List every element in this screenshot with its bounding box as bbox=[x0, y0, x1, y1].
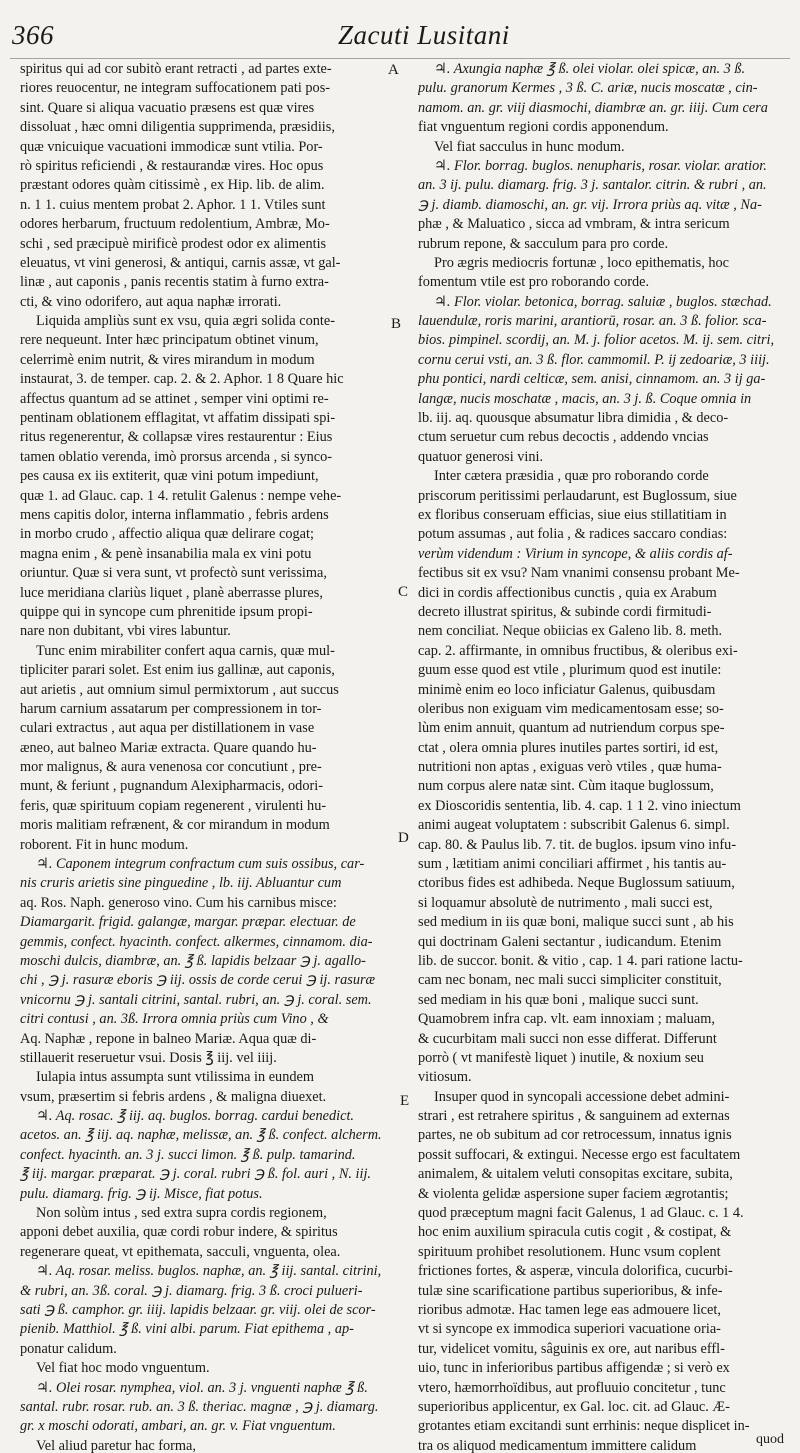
text-line: affectus quantum ad se attinet , semper vini optimi re- bbox=[20, 390, 329, 407]
text-line: tamen oblatio verenda, imò prorsus arcenda , si synco- bbox=[20, 448, 333, 465]
text-line: porrò ( vt manifestè liquet ) inutile, & noxium seu bbox=[418, 1049, 704, 1066]
text-line: regenerare queat, vt epithemata, sacculi, vnguenta, olea. bbox=[20, 1243, 341, 1260]
catchword: quod bbox=[756, 1432, 784, 1447]
text-line: tulæ sine scarificatione partibus superioribus, & infe- bbox=[418, 1282, 723, 1299]
text-line: ex Dioscoridis sententia, lib. 4. cap. 1 1 2. vino iniectum bbox=[418, 797, 741, 814]
text-line: quippe qui in syncope cum phrenitide ipsum propi- bbox=[20, 603, 313, 620]
text-line: nis cruris arietis sine pinguedine , lb. iij. Abluantur cum bbox=[20, 875, 342, 892]
text-line: acetos. an. ℥ iij. aq. naphæ, melissæ, an. ℥ ß. confect. alcherm. bbox=[20, 1127, 382, 1144]
text-line: fectibus sit ex vsu? Nam vnanimi consensu probant Me- bbox=[418, 565, 740, 582]
text-line: moschi dulcis, diambræ, an. ℥ ß. lapidis belzaar ℈ j. agallo- bbox=[20, 952, 366, 969]
text-line: nem conciliat. Neque obiicias ex Galeno lib. 8. meth. bbox=[418, 623, 723, 640]
text-line: cap. 2. affirmante, in omnibus fructibus, & oleribus exi- bbox=[418, 642, 738, 659]
right-text-column bbox=[418, 60, 790, 1453]
text-line: guum esse quod est vtile , plurimum quod est inutile: bbox=[418, 662, 722, 679]
text-line: sed mediam in his quæ boni , malique succi sunt. bbox=[418, 991, 699, 1008]
text-line: ritus regenerentur, & collapsæ vires restaurentur : Eius bbox=[20, 429, 333, 446]
text-line: santal. rubr. rosar. rub. an. 3 ß. theriac. magnæ , ℈ j. diamarg. bbox=[20, 1398, 379, 1415]
text-line: instaurat, 3. de temper. cap. 2. & 2. Aphor. 1 8 Quare hic bbox=[20, 371, 344, 388]
text-line: spirituum prohibet resolutionem. Hunc vsum coplent bbox=[418, 1243, 721, 1260]
text-line: Diamargarit. frigid. galangæ, margar. præpar. electuar. de bbox=[20, 914, 356, 931]
text-line: rò spiritus reficiendi , & restaurandæ vires. Hoc opus bbox=[20, 157, 324, 174]
text-line: animi augeat voluptatem : subscribit Galenus 6. simpl. bbox=[418, 817, 730, 834]
text-line: rubrum repone, & sacculum para pro corde. bbox=[418, 235, 669, 252]
text-line: oriuntur. Quæ si vera sunt, vt profectò sunt verissima, bbox=[20, 565, 327, 582]
text-line: pentinam oblationem efflagitat, vt affatim dissipati spi- bbox=[20, 410, 336, 427]
text-line: phæ , & Maluatico , sicca ad vmbram, & intra sericum bbox=[418, 216, 730, 233]
running-title: Zacuti Lusitani bbox=[338, 20, 510, 50]
text-line: mens capitis dolor, interna inflammatio , febris ardens bbox=[20, 506, 329, 523]
text-line: ♃. Caponem integrum confractum cum suis ossibus, car- bbox=[36, 856, 365, 873]
text-line: linæ , aut caponis , panis recentis statim à furno extra- bbox=[20, 274, 329, 291]
text-line: qui doctrinam Galeni sectantur , iudicandum. Etenim bbox=[418, 933, 722, 950]
left-text-column bbox=[20, 60, 386, 1453]
text-line: frictiones fortes, & asperæ, vincula dolorifica, cucurbi- bbox=[418, 1263, 733, 1280]
text-line: vsum, præsertim si febris ardens , & maligna diuexet. bbox=[20, 1088, 327, 1105]
text-line: citri contusi , an. 3ß. Irrora omnia priùs cum Vino , & bbox=[20, 1011, 329, 1028]
text-line: aut arietis , aut omnium simul permixtorum , aut succus bbox=[20, 681, 339, 698]
text-line: aq. Ros. Naph. generoso vino. Cum his carnibus misce: bbox=[20, 894, 337, 911]
text-line: superioribus applicentur, ex Gal. loc. cit. ad Glauc. Æ- bbox=[418, 1398, 730, 1415]
text-line: possit suffocari, & extingui. Necesse ergo est facultatem bbox=[418, 1146, 741, 1163]
text-line: ♃. Flor. violar. betonica, borrag. saluiæ , buglos. stæchad. bbox=[434, 293, 772, 310]
text-line: lb. iij. aq. quousque absumatur libra dimidia , & deco- bbox=[418, 410, 729, 427]
text-line: oleribus non exiguam vim medicamentosam esse; so- bbox=[418, 700, 724, 717]
text-line: moris malitiam refrænent, & cor mirandum in modum bbox=[20, 817, 330, 834]
text-line: Quamobrem infra cap. vlt. eam innoxiam ; maluam, bbox=[418, 1011, 715, 1028]
text-line: priscorum peritissimi perlaudarunt, est Buglossum, siue bbox=[418, 487, 737, 504]
text-line: & cucurbitam mali succi non esse differat. Differunt bbox=[418, 1030, 717, 1047]
text-line: ℥ iij. margar. præparat. ℈ j. coral. rubri ℈ ß. fol. auri , N. iij. bbox=[20, 1166, 372, 1183]
text-line: ctat , olera omnia plures inutiles partes sortiri, id est, bbox=[418, 739, 719, 756]
text-line: cam nec bonam, nec mali succi simpliciter constituit, bbox=[418, 972, 722, 989]
text-line: stillauerit reseruetur vsui. Dosis ℥ iij. vel iiij. bbox=[20, 1049, 277, 1066]
text-line: sum , lætitiam animi conciliari affirmet , his tantis au- bbox=[418, 856, 727, 873]
text-line: feris, quæ spirituum copiam regenerent , virulenti hu- bbox=[20, 797, 327, 814]
text-line: culari extractus , aut aqua per distillationem in vase bbox=[20, 720, 315, 737]
text-line: grotantes etiam excitandi sunt errhinis: neque displicet in- bbox=[418, 1418, 750, 1435]
text-line: pes causa ex iis extiterit, quæ vini potum impediunt, bbox=[20, 468, 319, 485]
text-line: minimè enim eo loco inficiatur Galenus, quibusdam bbox=[418, 681, 716, 698]
margin-letter-a: A bbox=[388, 62, 399, 78]
text-line: phu pontici, nardi celticæ, sem. anisi, cinnamom. an. 3 ij ga- bbox=[418, 371, 766, 388]
text-line: bios. pimpinel. scordij, an. M. j. folior acetos. M. ij. sem. citri, bbox=[418, 332, 775, 349]
text-line: langæ, nucis moschatæ , macis, an. 3 j. ß. Coque omnia in bbox=[418, 390, 752, 407]
text-line: namom. an. gr. viij diasmochi, diambræ an. gr. iiij. Cum cera bbox=[418, 99, 768, 116]
text-line: pulu. granorum Kermes , 3 ß. C. ariæ, nucis moscatæ , cin- bbox=[418, 80, 758, 97]
text-line: pienib. Matthiol. ℥ ß. vini albi. parum. Fiat epithema , ap- bbox=[20, 1321, 354, 1338]
text-line: Iulapia intus assumpta sunt vtilissima in eundem bbox=[36, 1069, 314, 1086]
text-line: n. 1 1. cuius mentem probat 2. Aphor. 1 1. Vtiles sunt bbox=[20, 196, 326, 213]
text-line: potum assumas , aut folia , & radices saccaro condias: bbox=[418, 526, 728, 543]
text-line: gr. x moschi odorati, ambari, an. gr. v. Fiat vnguentum. bbox=[20, 1418, 336, 1435]
text-line: sati ℈ ß. camphor. gr. iiij. lapidis belzaar. gr. viij. olei de scor- bbox=[20, 1302, 376, 1318]
text-line: Liquida ampliùs sunt ex vsu, quia ægri solida conte- bbox=[36, 313, 335, 330]
text-line: Non solùm intus , sed extra supra cordis regionem, bbox=[36, 1205, 327, 1222]
text-line: in morbo crudo , affectio aliqua quæ delirare cogat; bbox=[20, 526, 314, 543]
text-line: ctum seruetur cum rebus decoctis , addendo vncias bbox=[418, 429, 709, 446]
text-line: ℈ j. diamb. diamoschi, an. gr. vij. Irrora priùs aq. vitæ , Na- bbox=[418, 196, 762, 213]
text-line: riores reuocentur, ne integram suffocationem pati pos- bbox=[20, 80, 331, 97]
text-line: ♃. Axungia naphæ ℥ ß. olei violar. olei spicæ, an. 3 ß. bbox=[434, 61, 746, 77]
text-line: ♃. Flor. borrag. buglos. nenupharis, rosar. violar. aratior. bbox=[434, 157, 767, 174]
text-line: partes, ne ob subitum ad cor retrocessum, innatus ignis bbox=[418, 1127, 732, 1144]
text-line: cap. 80. & Paulus lib. 7. tit. de buglos. ipsum vino infu- bbox=[418, 836, 737, 853]
text-line: an. 3 ij. pulu. diamarg. frig. 3 j. santalor. citrin. & rubri , an. bbox=[418, 177, 767, 194]
text-line: schi , sed præcipuè mirificè prodest odor ex alimentis bbox=[20, 235, 327, 252]
margin-letter-b: B bbox=[391, 316, 402, 332]
text-line: Vel aliud paretur hac forma, bbox=[36, 1437, 196, 1453]
text-line: eleuatus, vt vini generosi, & antiqui, carnis assæ, vt gal- bbox=[20, 254, 341, 271]
text-line: sint. Quare si aliqua vacuatio præsens est quæ vires bbox=[20, 99, 315, 116]
text-line: rioribus admotæ. Hac tamen lege eas admouere licet, bbox=[418, 1302, 721, 1318]
text-line: ♃. Aq. rosac. ℥ iij. aq. buglos. borrag. cardui benedict. bbox=[36, 1108, 354, 1125]
text-line: cti, & vino odorifero, aut aqua naphæ irrorati. bbox=[20, 293, 282, 310]
text-line: si loquamur absolutè de nutrimento , mali succi est, bbox=[418, 894, 713, 911]
text-line: vt si syncope ex immodica superiori vacuatione oria- bbox=[418, 1321, 721, 1338]
text-line: quod præceptum magni facit Galenus, 1 ad Glauc. c. 1 4. bbox=[418, 1205, 744, 1222]
text-line: harum carnium assatarum per compressionem in tor- bbox=[20, 700, 322, 717]
margin-letter-e: E bbox=[400, 1093, 410, 1109]
text-line: Inter cætera præsidia , quæ pro roborando corde bbox=[434, 468, 709, 485]
margin-letter-d: D bbox=[398, 830, 409, 846]
text-line: cornu cerui vsti, an. 3 ß. flor. cammomil. P. ij zedoariæ, 3 iiij. bbox=[418, 351, 770, 368]
text-line: sed medium in iis quæ boni, malique succi sunt , ab his bbox=[418, 914, 734, 931]
text-line: tipliciter parari solet. Est enim ius gallinæ, aut caponis, bbox=[20, 662, 335, 679]
text-line: apponi debet auxilia, quæ cordi robur indere, & spiritus bbox=[20, 1224, 338, 1241]
text-line: odores herbarum, fructuum redolentium, Ambræ, Mo- bbox=[20, 216, 330, 233]
text-line: Vel fiat hoc modo vnguentum. bbox=[36, 1360, 210, 1377]
text-line: Tunc enim mirabiliter confert aqua carnis, quæ mul- bbox=[36, 642, 335, 659]
text-line: strari , est retrahere spiritus , & sanguinem ad externas bbox=[418, 1108, 730, 1125]
text-line: quæ vnicuique vacuationi immodicæ sunt vtilia. Por- bbox=[20, 138, 323, 155]
text-line: uio, tunc in inferioribus partibus affigendæ ; si verò ex bbox=[418, 1360, 730, 1377]
text-line: roborent. Fit in hunc modum. bbox=[20, 836, 189, 853]
text-line: præstant odores quàm citissimè , ex Hip. lib. de alim. bbox=[20, 177, 325, 194]
text-line: ♃. Olei rosar. nymphea, viol. an. 3 j. vnguenti naphæ ℥ ß. bbox=[36, 1379, 368, 1396]
text-line: & rubri, an. 3ß. coral. ℈ j. diamarg. frig. 3 ß. croci pulueri- bbox=[20, 1282, 363, 1299]
text-line: confect. hyacinth. an. 3 j. succi limon. ℥ ß. pulp. tamarind. bbox=[20, 1146, 356, 1163]
text-line: tra os aliquod medicamentum immittere calidum bbox=[418, 1437, 697, 1453]
text-line: ex floribus conseruam efficias, siue eius stillatitiam in bbox=[418, 506, 727, 523]
text-line: spiritus qui ad cor subitò erant retracti , ad partes exte- bbox=[20, 61, 332, 77]
text-line: decreto illustrat spiritus, & subinde cordi firmitudi- bbox=[418, 603, 712, 620]
text-line: nare non dubitant, vbi vires labuntur. bbox=[20, 623, 231, 640]
text-line: Insuper quod in syncopali accessione debet admini- bbox=[434, 1088, 730, 1105]
text-line: gemmis, confect. hyacinth. confect. alkermes, cinnamom. dia- bbox=[20, 933, 373, 950]
text-line: tur, videlicet vomitu, sâguinis ex ore, aut naribus effl- bbox=[418, 1340, 725, 1357]
text-line: vitiosum. bbox=[418, 1069, 472, 1086]
text-line: num corpus alere natæ sint. Cùm itaque buglossum, bbox=[418, 778, 714, 795]
text-line: Vel fiat sacculus in hunc modum. bbox=[434, 138, 625, 155]
text-line: Aq. Naphæ , repone in balneo Mariæ. Aqua quæ di- bbox=[20, 1030, 317, 1047]
text-line: ♃. Aq. rosar. meliss. buglos. naphæ, an. ℥ iij. santal. citrini, bbox=[36, 1263, 382, 1280]
text-line: rere nequeunt. Inter hæc principatum obtinet vinum, bbox=[20, 332, 319, 349]
text-line: chi , ℈ j. rasuræ eboris ℈ iij. ossis de corde cerui ℈ ij. rasuræ bbox=[20, 972, 376, 989]
text-line: dissoluat , hæc omni diligentia supprimenda, præsidiis, bbox=[20, 119, 335, 136]
text-line: & violenta gelidæ aspersione super faciem ægrotantis; bbox=[418, 1185, 729, 1202]
text-line: vtero, hæmorrhoïdibus, aut profluuio concitetur , tunc bbox=[418, 1379, 726, 1396]
text-line: ponatur calidum. bbox=[20, 1340, 117, 1357]
header-rule bbox=[10, 58, 790, 59]
text-line: fomentum vtile est pro roborando corde. bbox=[418, 274, 650, 291]
text-line: celerrimè enim nutrit, & vires mirandum in modum bbox=[20, 351, 315, 368]
text-line: munt, & feriunt , pugnandum Alexipharmacis, odori- bbox=[20, 778, 323, 795]
text-line: pulu. diamarg. frig. ℈ ij. Misce, fiat potus. bbox=[20, 1185, 263, 1202]
text-line: magna enim , & penè insanabilia mala ex vini potu bbox=[20, 545, 312, 562]
margin-letter-c: C bbox=[398, 584, 409, 600]
text-line: verùm videndum : Virium in syncope, & aliis cordis af- bbox=[418, 545, 733, 562]
text-line: lib. de succor. bonit. & vitio , cap. 1 4. pari ratione lactu- bbox=[418, 952, 743, 969]
text-line: nutritioni non aptas , exiguas verò vtiles , quæ huma- bbox=[418, 759, 722, 776]
page-header bbox=[0, 14, 800, 54]
text-line: ctoribus fides est adhibeda. Neque Buglossum satiuum, bbox=[418, 875, 735, 892]
text-line: mor malignus, & aura venenosa cor concutiunt , pre- bbox=[20, 759, 322, 776]
text-line: vnicornu ℈ j. santali citrini, santal. rubri, an. ℈ j. coral. sem. bbox=[20, 991, 372, 1008]
text-line: Pro ægris mediocris fortunæ , loco epithematis, hoc bbox=[434, 254, 730, 271]
text-line: æneo, aut balneo Mariæ extracta. Quare quando hu- bbox=[20, 739, 317, 756]
text-line: hoc enim auxilium spiracula cutis cogit , & costipat, & bbox=[418, 1224, 732, 1241]
text-line: luce meridiana clariùs liquet , planè aberrasse plures, bbox=[20, 584, 323, 601]
text-line: animalem, & uitalem veluti consopitas excitare, subita, bbox=[418, 1166, 733, 1183]
text-line: lùm enim annuit, quantum ad nutriendum corpus spe- bbox=[418, 720, 725, 737]
page-number: 366 bbox=[12, 20, 54, 50]
text-line: quatuor generosi vini. bbox=[418, 448, 544, 465]
text-line: lauendulæ, roris marini, arantiorū, rosar. an. 3 ß. folior. sca- bbox=[418, 313, 767, 330]
text-line: dici in cordis affectionibus cunctis , quia ex Arabum bbox=[418, 584, 717, 601]
text-line: quæ 1. ad Glauc. cap. 1 4. retulit Galenus : nempe vehe- bbox=[20, 487, 342, 504]
text-line: fiat vnguentum regioni cordis apponendum. bbox=[418, 119, 669, 136]
